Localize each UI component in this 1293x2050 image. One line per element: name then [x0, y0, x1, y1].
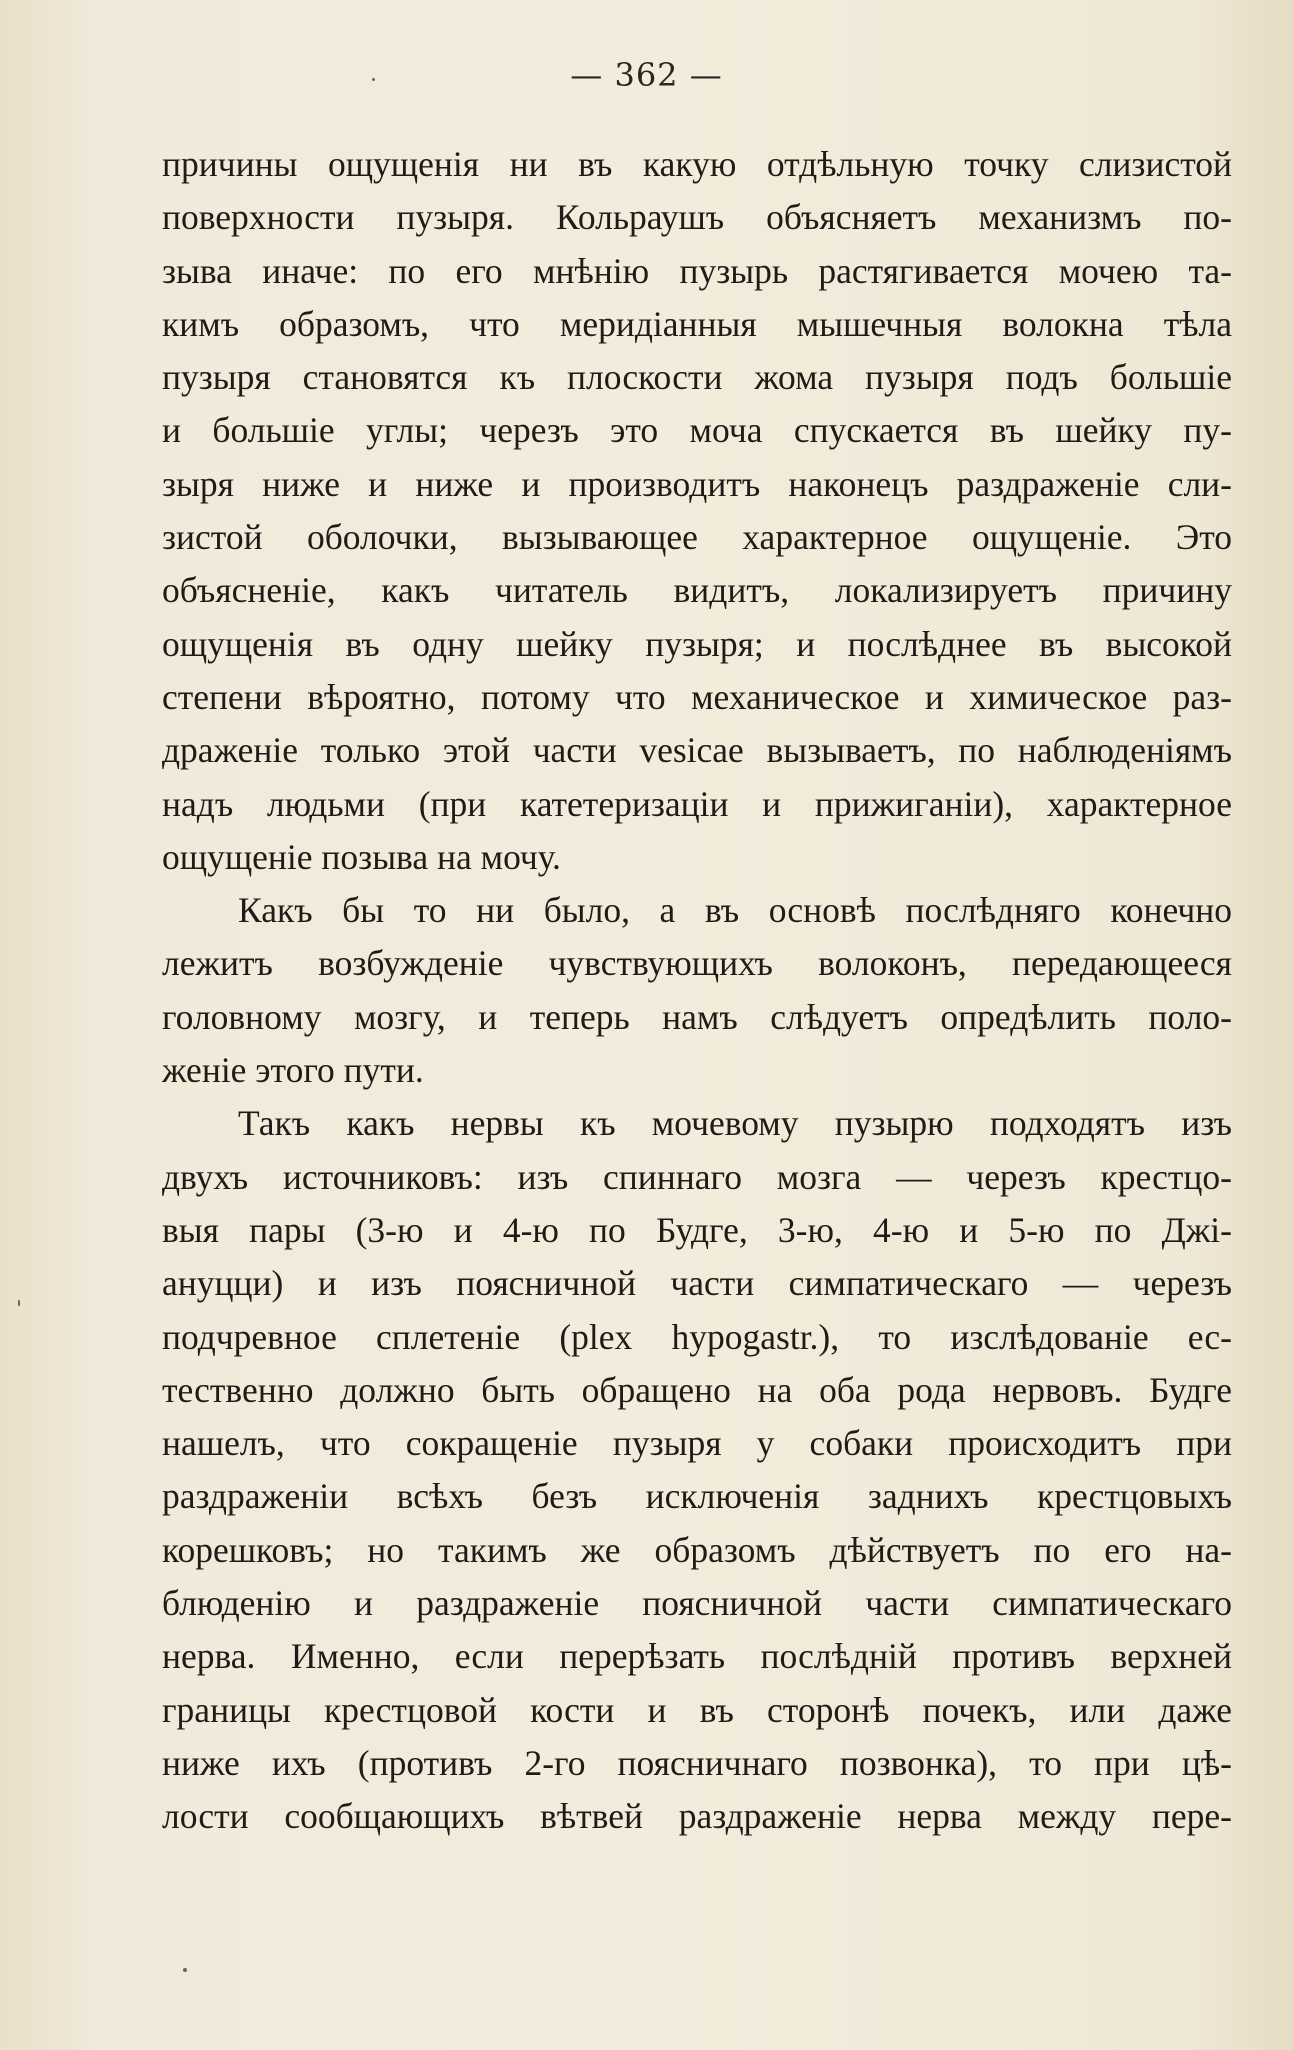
text-line: ануцци) и изъ поясничной части симпатическаго — черезъ: [162, 1263, 1232, 1304]
body-text: [162, 138, 1232, 1844]
text-line: Какъ бы то ни было, а въ основѣ послѣдняго конечно: [238, 890, 1232, 931]
text-line: зыва иначе: по его мнѣнію пузырь растягивается мочею та-: [162, 250, 1232, 291]
text-line: корешковъ; но такимъ же образомъ дѣйствуетъ по его на-: [162, 1529, 1232, 1570]
paper-speck: [372, 78, 375, 81]
text-line: объясненіе, какъ читатель видитъ, локализируетъ причину: [162, 570, 1232, 611]
text-line: пузыря становятся къ плоскости жома пузыря подъ большіе: [162, 357, 1232, 398]
paper-speck: [183, 1968, 187, 1972]
text-line: подчревное сплетеніе (plex hypogastr.), то изслѣдованіе ес-: [162, 1316, 1232, 1357]
text-line: поверхности пузыря. Кольраушъ объясняетъ механизмъ по-: [162, 197, 1232, 238]
text-line: ощущенія въ одну шейку пузыря; и послѣднее въ высокой: [162, 623, 1232, 664]
text-line: Такъ какъ нервы къ мочевому пузырю подходятъ изъ: [238, 1103, 1232, 1144]
text-line: раздраженіи всѣхъ безъ исключенія заднихъ крестцовыхъ: [162, 1476, 1232, 1517]
text-line: блюденію и раздраженіе поясничной части симпатическаго: [162, 1583, 1232, 1624]
text-line: ощущеніе позыва на мочу.: [162, 836, 561, 877]
paper-speck: [18, 1300, 20, 1306]
text-line: ниже ихъ (противъ 2-го поясничнаго позвонка), то при цѣ-: [162, 1742, 1232, 1783]
text-line: лости сообщающихъ вѣтвей раздраженіе нерва между пере-: [162, 1796, 1232, 1837]
text-line: тественно должно быть обращено на оба рода нервовъ. Будге: [162, 1369, 1232, 1410]
text-line: нашелъ, что сокращеніе пузыря у собаки происходитъ при: [162, 1423, 1232, 1464]
text-line: надъ людьми (при катетеризаціи и прижиганіи), характерное: [162, 783, 1232, 824]
text-line: лежитъ возбужденіе чувствующихъ волоконъ, передающееся: [162, 943, 1232, 984]
page-number: — 362 —: [570, 56, 723, 94]
text-line: двухъ источниковъ: изъ спиннаго мозга — черезъ крестцо-: [162, 1156, 1232, 1197]
text-line: причины ощущенія ни въ какую отдѣльную точку слизистой: [162, 144, 1232, 184]
text-line: и большіе углы; черезъ это моча спускается въ шейку пу-: [162, 410, 1232, 451]
text-line: степени вѣроятно, потому что механическое и химическое раз-: [162, 676, 1232, 717]
text-line: нерва. Именно, если перерѣзать послѣдній противъ верхней: [162, 1636, 1232, 1677]
text-line: головному мозгу, и теперь намъ слѣдуетъ опредѣлить поло-: [162, 996, 1232, 1037]
text-line: женіе этого пути.: [162, 1050, 424, 1091]
text-line: зистой оболочки, вызывающее характерное ощущеніе. Это: [162, 517, 1232, 558]
text-line: границы крестцовой кости и въ сторонѣ почекъ, или даже: [162, 1689, 1232, 1730]
text-line: зыря ниже и ниже и производитъ наконецъ раздраженіе сли-: [162, 463, 1232, 504]
text-line: выя пары (3-ю и 4-ю по Будге, 3-ю, 4-ю и 5-ю по Джі-: [162, 1209, 1232, 1250]
text-line: драженіе только этой части vesicae вызываетъ, по наблюденіямъ: [162, 730, 1232, 771]
text-line: кимъ образомъ, что меридіанныя мышечныя волокна тѣла: [162, 303, 1232, 344]
